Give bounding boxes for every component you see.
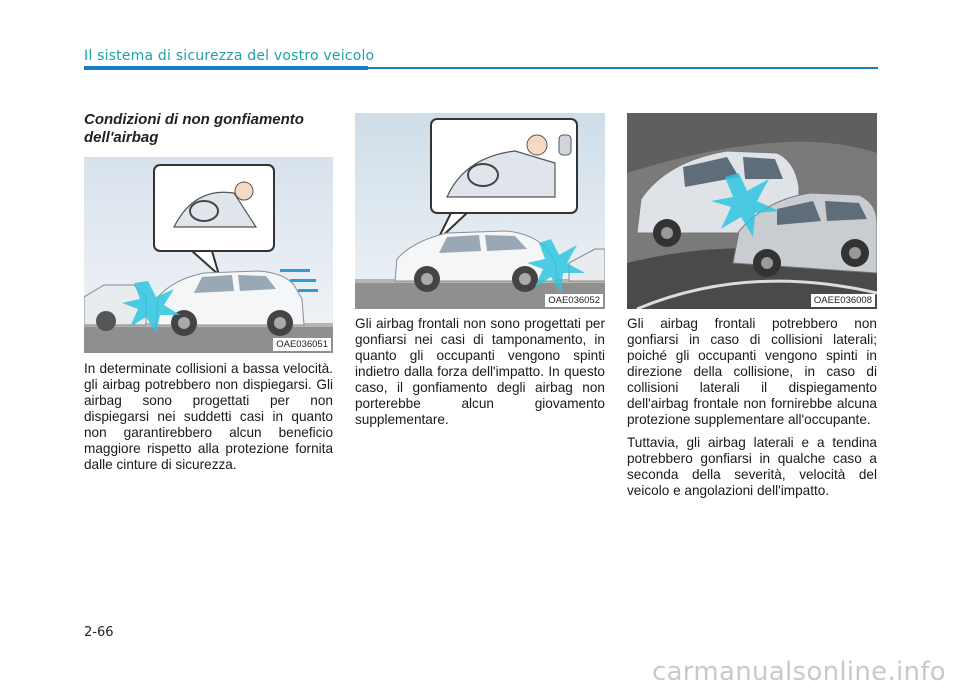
column2-text bbox=[355, 316, 605, 435]
watermark: carmanualsonline.info bbox=[651, 657, 946, 687]
section-title: Il sistema di sicurezza del vostro veicolo bbox=[84, 48, 375, 64]
column3-text bbox=[627, 316, 877, 506]
header-rule bbox=[368, 67, 878, 69]
figure-code: OAE036052 bbox=[545, 294, 603, 307]
side-collision-illustration bbox=[627, 113, 877, 309]
paragraph: In determinate collisioni a bassa velocità. gli airbag potrebbero non dispiegarsi. Gli airbag sono progettati per non dispiegarsi nei suddetti casi in quanto non garantirebbero alcun beneficio maggiore rispetto alla protezione fornita dalle cinture di sicurezza. bbox=[84, 361, 333, 472]
figure-rear-collision bbox=[355, 113, 605, 309]
paragraph: Gli airbag frontali non sono progettati per gonfiarsi nei casi di tamponamento, in quanto gli occupanti vengono spinti indietro dalla forza dell'impatto. In questo caso, il gonfiamento degli airbag non porterebbe alcun giovamento supplementare. bbox=[355, 316, 605, 427]
paragraph: Tuttavia, gli airbag laterali e a tendina potrebbero gonfiarsi in qualche caso a seconda della severità, velocità del veicolo e angolazioni dell'impatto. bbox=[627, 435, 877, 498]
figure-side-collision bbox=[627, 113, 877, 309]
page-number: 2-66 bbox=[84, 625, 114, 640]
rear-collision-illustration bbox=[355, 113, 605, 309]
header-rule-accent bbox=[84, 66, 368, 70]
section-heading: Condizioni di non gonfiamento dell'airbag bbox=[84, 111, 304, 146]
figure-low-speed-collision bbox=[84, 157, 333, 353]
low-speed-collision-illustration bbox=[84, 157, 333, 353]
figure-code: OAEE036008 bbox=[811, 294, 875, 307]
paragraph: Gli airbag frontali potrebbero non gonfiarsi in caso di collisioni laterali; poiché gli occupanti vengono spinti in direzione della collisione, in caso di collisioni laterali il dispiegamento dell'airbag frontale non fornirebbe alcuna protezione supplementare all'occupante. bbox=[627, 316, 877, 427]
column1-text bbox=[84, 361, 333, 480]
figure-code: OAE036051 bbox=[273, 338, 331, 351]
